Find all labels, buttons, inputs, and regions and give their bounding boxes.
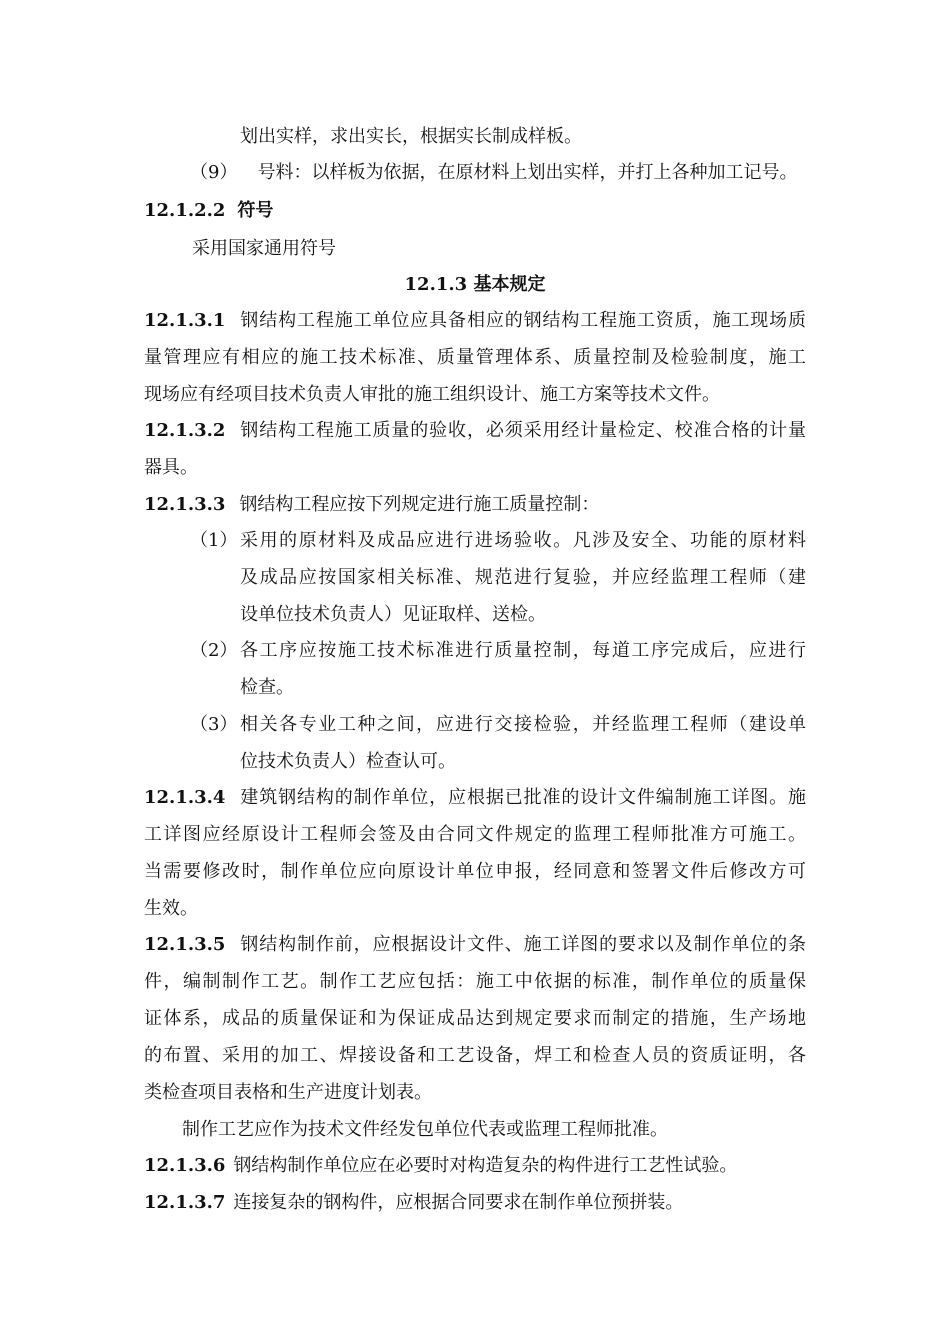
list-item-9 (190, 160, 797, 186)
paragraph: 采用国家通用符号 (192, 238, 336, 259)
clause-12-1-3-1-line2: 量管理应有相应的施工技术标准、质量管理体系、质量控制及检验制度，施工 (144, 347, 806, 368)
clause-12-1-3-1-line1: 12.1.3.1 钢结构工程施工单位应具备相应的钢结构工程施工资质，施工现场质 (144, 310, 806, 331)
clause-12-1-3-3: 12.1.3.3 钢结构工程应按下列规定进行施工质量控制： (144, 494, 600, 515)
clause-12-1-3-5-line1: 12.1.3.5 钢结构制作前，应根据设计文件、施工详图的要求以及制作单位的条 (144, 934, 806, 955)
list-item-8-cont: 划出实样，求出实长，根据实长制成样板。 (240, 126, 582, 147)
sub-item-1-marker: （1） (190, 530, 238, 551)
clause-12-1-3-4-line3: 当需要修改时，制作单位应向原设计单位申报，经同意和签署文件后修改方可 (144, 861, 806, 882)
clause-12-1-3-2-line1: 12.1.3.2 钢结构工程施工质量的验收，必须采用经计量检定、校准合格的计量 (144, 420, 806, 441)
clause-12-1-3-4-line1: 12.1.3.4 建筑钢结构的制作单位，应根据已批准的设计文件编制施工详图。施 (144, 787, 806, 808)
clause-12-1-3-7: 12.1.3.7 连接复杂的钢构件，应根据合同要求在制作单位预拼装。 (144, 1192, 684, 1213)
clause-12-1-3-4-line2: 工详图应经原设计工程师会签及由合同文件规定的监理工程师批准方可施工。 (144, 824, 806, 845)
paragraph-indented: 制作工艺应作为技术文件经发包单位代表或监理工程师批准。 (182, 1119, 668, 1140)
sub-item-2-marker: （2） (190, 640, 238, 661)
section-heading-12-1-2-2: 12.1.2.2 符号 (144, 200, 274, 221)
sub-item-3-marker: （3） (190, 714, 238, 735)
sub-item-1-line1: 采用的原材料及成品应进行进场验收。凡涉及安全、功能的原材料 (240, 530, 806, 551)
clause-12-1-3-5-line5: 类检查项目表格和生产进度计划表。 (144, 1082, 432, 1103)
sub-item-3-line2: 位技术负责人）检查认可。 (240, 751, 456, 772)
clause-12-1-3-5-line2: 件，编制制作工艺。制作工艺应包括：施工中依据的标准，制作单位的质量保 (144, 971, 806, 992)
clause-12-1-3-2-line2: 器具。 (144, 457, 198, 478)
clause-12-1-3-1-line3: 现场应有经项目技术负责人审批的施工组织设计、施工方案等技术文件。 (144, 384, 720, 405)
clause-12-1-3-4-line4: 生效。 (144, 898, 198, 919)
sub-item-1-line2: 及成品应按国家相关标准、规范进行复验，并应经监理工程师（建 (240, 567, 806, 588)
sub-item-3-line1: 相关各专业工种之间，应进行交接检验，并经监理工程师（建设单 (240, 714, 806, 735)
sub-item-1-line3: 设单位技术负责人）见证取样、送检。 (240, 604, 546, 625)
sub-item-2-line2: 检查。 (240, 677, 294, 698)
section-title-12-1-3: 12.1.3 基本规定 (404, 274, 546, 295)
list-text: 号料：以样板为依据，在原材料上划出实样，并打上各种加工记号。 (257, 162, 798, 183)
sub-item-2-line1: 各工序应按施工技术标准进行质量控制，每道工序完成后，应进行 (240, 640, 806, 661)
list-marker: （9） (190, 162, 238, 183)
clause-12-1-3-6: 12.1.3.6 钢结构制作单位应在必要时对构造复杂的构件进行工艺性试验。 (144, 1155, 738, 1176)
clause-12-1-3-5-line3: 证体系，成品的质量保证和为保证成品达到规定要求而制定的措施，生产场地 (144, 1008, 806, 1029)
clause-12-1-3-5-line4: 的布置、采用的加工、焊接设备和工艺设备，焊工和检查人员的资质证明，各 (144, 1045, 806, 1066)
